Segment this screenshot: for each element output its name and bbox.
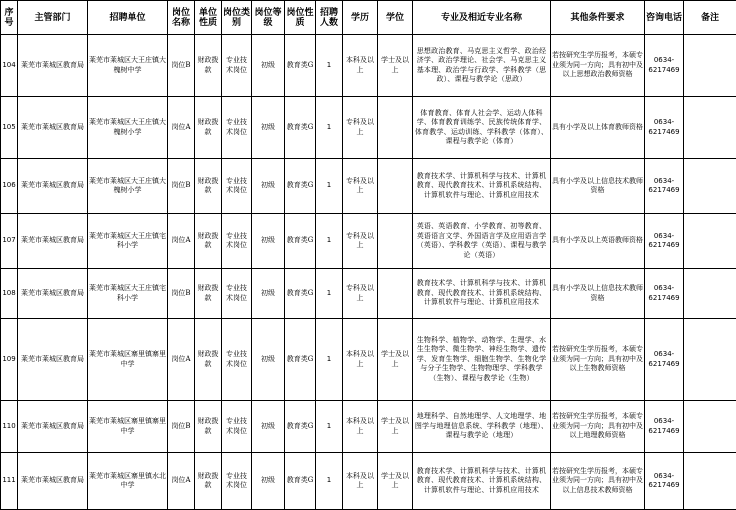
cell-post-nature: 教育类G [285, 269, 316, 319]
cell-other: 若按研究生学历报考，本硕专业须为同一方向；具有初中及以上地理教师资格 [551, 401, 645, 453]
cell-post-name: 岗位B [168, 159, 195, 214]
cell-phone: 0634-6217469 [645, 35, 684, 97]
cell-post-nature: 教育类G [285, 453, 316, 510]
cell-post-name: 岗位B [168, 269, 195, 319]
cell-unit: 莱芜市莱城区寨里镇寨里中学 [88, 319, 168, 401]
cell-post-type: 专业技术岗位 [222, 269, 252, 319]
table-row [1, 97, 736, 159]
cell-post-level: 初级 [252, 401, 285, 453]
header-phone: 咨询电话 [645, 1, 684, 35]
cell-education: 专科及以上 [343, 269, 378, 319]
cell-remark [684, 35, 736, 97]
cell-other: 若按研究生学历报考，本硕专业须为同一方向；具有初中及以上生物教师资格 [551, 319, 645, 401]
cell-phone: 0634-6217469 [645, 159, 684, 214]
header-remark: 备注 [684, 1, 736, 35]
cell-post-level: 初级 [252, 97, 285, 159]
cell-major: 教育技术学、计算机科学与技术、计算机教育、现代教育技术、计算机系统结构、计算机软件与理论、计算机应用技术 [413, 269, 551, 319]
cell-degree: 学士及以上 [378, 401, 413, 453]
table-row [1, 401, 736, 453]
cell-post-name: 岗位A [168, 214, 195, 269]
cell-degree: 学士及以上 [378, 319, 413, 401]
cell-degree [378, 97, 413, 159]
cell-phone: 0634-6217469 [645, 319, 684, 401]
cell-major: 生物科学、植物学、动物学、生理学、水生生物学、微生物学、神经生物学、遗传学、发育生物学、细胞生物学、生物化学与分子生物学、生物物理学、学科教学（生物）、课程与教学论（生物） [413, 319, 551, 401]
cell-other: 若按研究生学历报考，本硕专业须为同一方向；具有初中及以上信息技术教师资格 [551, 453, 645, 510]
cell-post-name: 岗位A [168, 453, 195, 510]
cell-post-level: 初级 [252, 269, 285, 319]
cell-degree [378, 214, 413, 269]
cell-post-level: 初级 [252, 453, 285, 510]
cell-dept: 莱芜市莱城区教育局 [18, 97, 88, 159]
cell-seq: 110 [1, 401, 18, 453]
cell-education: 本科及以上 [343, 401, 378, 453]
cell-education: 本科及以上 [343, 453, 378, 510]
header-post-nature: 岗位性质 [285, 1, 316, 35]
cell-post-name: 岗位A [168, 319, 195, 401]
cell-degree [378, 269, 413, 319]
cell-post-type: 专业技术岗位 [222, 35, 252, 97]
cell-recruit-count: 1 [316, 214, 343, 269]
cell-phone: 0634-6217469 [645, 401, 684, 453]
cell-dept: 莱芜市莱城区教育局 [18, 401, 88, 453]
cell-unit-nature: 财政拨款 [195, 159, 222, 214]
cell-unit: 莱芜市莱城区大王庄镇宅科小学 [88, 269, 168, 319]
cell-post-level: 初级 [252, 159, 285, 214]
cell-post-nature: 教育类G [285, 319, 316, 401]
cell-major: 地理科学、自然地理学、人文地理学、地图学与地理信息系统、学科教学（地理）、课程与教学论（地理） [413, 401, 551, 453]
cell-remark [684, 159, 736, 214]
cell-unit-nature: 财政拨款 [195, 319, 222, 401]
cell-post-type: 专业技术岗位 [222, 214, 252, 269]
cell-unit: 莱芜市莱城区寨里镇寨里中学 [88, 401, 168, 453]
cell-unit-nature: 财政拨款 [195, 97, 222, 159]
table-row [1, 35, 736, 97]
cell-dept: 莱芜市莱城区教育局 [18, 159, 88, 214]
cell-dept: 莱芜市莱城区教育局 [18, 214, 88, 269]
header-dept: 主管部门 [18, 1, 88, 35]
cell-unit-nature: 财政拨款 [195, 214, 222, 269]
cell-post-type: 专业技术岗位 [222, 319, 252, 401]
header-post-type: 岗位类别 [222, 1, 252, 35]
cell-unit: 莱芜市莱城区大王庄镇大槐树小学 [88, 159, 168, 214]
cell-post-nature: 教育类G [285, 214, 316, 269]
cell-dept: 莱芜市莱城区教育局 [18, 269, 88, 319]
cell-post-type: 专业技术岗位 [222, 159, 252, 214]
cell-education: 本科及以上 [343, 35, 378, 97]
cell-major: 教育技术学、计算机科学与技术、计算机教育、现代教育技术、计算机系统结构、计算机软件与理论、计算机应用技术 [413, 453, 551, 510]
cell-unit: 莱芜市莱城区寨里镇水北中学 [88, 453, 168, 510]
cell-unit-nature: 财政拨款 [195, 401, 222, 453]
cell-phone: 0634-6217469 [645, 269, 684, 319]
table-row [1, 453, 736, 510]
cell-phone: 0634-6217469 [645, 453, 684, 510]
table-row [1, 159, 736, 214]
cell-unit: 莱芜市莱城区大王庄镇大槐树小学 [88, 97, 168, 159]
table-row [1, 269, 736, 319]
cell-remark [684, 97, 736, 159]
cell-education: 专科及以上 [343, 97, 378, 159]
cell-post-name: 岗位A [168, 97, 195, 159]
cell-major: 教育技术学、计算机科学与技术、计算机教育、现代教育技术、计算机系统结构、计算机软件与理论、计算机应用技术 [413, 159, 551, 214]
cell-post-level: 初级 [252, 35, 285, 97]
cell-post-nature: 教育类G [285, 35, 316, 97]
cell-remark [684, 453, 736, 510]
cell-seq: 104 [1, 35, 18, 97]
header-major: 专业及相近专业名称 [413, 1, 551, 35]
cell-seq: 105 [1, 97, 18, 159]
cell-degree: 学士及以上 [378, 453, 413, 510]
cell-recruit-count: 1 [316, 401, 343, 453]
cell-recruit-count: 1 [316, 269, 343, 319]
cell-post-name: 岗位B [168, 401, 195, 453]
header-recruit-count: 招聘人数 [316, 1, 343, 35]
cell-remark [684, 401, 736, 453]
cell-recruit-count: 1 [316, 35, 343, 97]
cell-seq: 108 [1, 269, 18, 319]
cell-post-type: 专业技术岗位 [222, 401, 252, 453]
cell-other: 具有小学及以上英语教师资格 [551, 214, 645, 269]
cell-seq: 106 [1, 159, 18, 214]
cell-post-level: 初级 [252, 214, 285, 269]
cell-other: 具有小学及以上信息技术教师资格 [551, 269, 645, 319]
cell-other: 具有小学及以上信息技术教师资格 [551, 159, 645, 214]
cell-unit-nature: 财政拨款 [195, 35, 222, 97]
cell-major: 思想政治教育、马克思主义哲学、政治经济学、政治学理论、社会学、马克思主义基本理、政治学与行政学、学科教学（思政）、课程与教学论（思政） [413, 35, 551, 97]
header-degree: 学位 [378, 1, 413, 35]
header-seq: 序号 [1, 1, 18, 35]
cell-post-level: 初级 [252, 319, 285, 401]
cell-seq: 107 [1, 214, 18, 269]
cell-education: 专科及以上 [343, 214, 378, 269]
cell-dept: 莱芜市莱城区教育局 [18, 319, 88, 401]
header-unit: 招聘单位 [88, 1, 168, 35]
cell-education: 本科及以上 [343, 319, 378, 401]
cell-major: 体育教育、体育人社会学、运动人体科学、体育教育训练学、民族传统体育学、体育教学、运动训练、学科教学（体育）、课程与教学论（体育） [413, 97, 551, 159]
header-row [1, 1, 736, 35]
cell-dept: 莱芜市莱城区教育局 [18, 453, 88, 510]
cell-post-nature: 教育类G [285, 401, 316, 453]
table-row [1, 319, 736, 401]
cell-post-nature: 教育类G [285, 97, 316, 159]
cell-recruit-count: 1 [316, 453, 343, 510]
header-education: 学历 [343, 1, 378, 35]
cell-education: 专科及以上 [343, 159, 378, 214]
header-other: 其他条件要求 [551, 1, 645, 35]
cell-unit: 莱芜市莱城区大王庄镇大槐树中学 [88, 35, 168, 97]
cell-recruit-count: 1 [316, 319, 343, 401]
cell-remark [684, 319, 736, 401]
header-post-level: 岗位等级 [252, 1, 285, 35]
header-unit-nature: 单位性质 [195, 1, 222, 35]
cell-degree [378, 159, 413, 214]
cell-recruit-count: 1 [316, 97, 343, 159]
cell-unit: 莱芜市莱城区大王庄镇宅科小学 [88, 214, 168, 269]
cell-dept: 莱芜市莱城区教育局 [18, 35, 88, 97]
cell-phone: 0634-6217469 [645, 97, 684, 159]
cell-seq: 111 [1, 453, 18, 510]
cell-recruit-count: 1 [316, 159, 343, 214]
cell-seq: 109 [1, 319, 18, 401]
cell-other: 若按研究生学历报考，本硕专业须为同一方向；具有初中及以上思想政治教师资格 [551, 35, 645, 97]
cell-remark [684, 214, 736, 269]
cell-unit-nature: 财政拨款 [195, 453, 222, 510]
cell-post-nature: 教育类G [285, 159, 316, 214]
cell-other: 具有小学及以上体育教师资格 [551, 97, 645, 159]
cell-remark [684, 269, 736, 319]
cell-unit-nature: 财政拨款 [195, 269, 222, 319]
cell-post-name: 岗位B [168, 35, 195, 97]
cell-major: 英语、英语教育、小学教育、初等教育、英语语言文学、外国语言学及应用语言学（英语）、学科教学（英语）、课程与教学论（英语） [413, 214, 551, 269]
cell-phone: 0634-6217469 [645, 214, 684, 269]
cell-post-type: 专业技术岗位 [222, 453, 252, 510]
header-post-name: 岗位名称 [168, 1, 195, 35]
table-row [1, 214, 736, 269]
cell-post-type: 专业技术岗位 [222, 97, 252, 159]
cell-degree: 学士及以上 [378, 35, 413, 97]
